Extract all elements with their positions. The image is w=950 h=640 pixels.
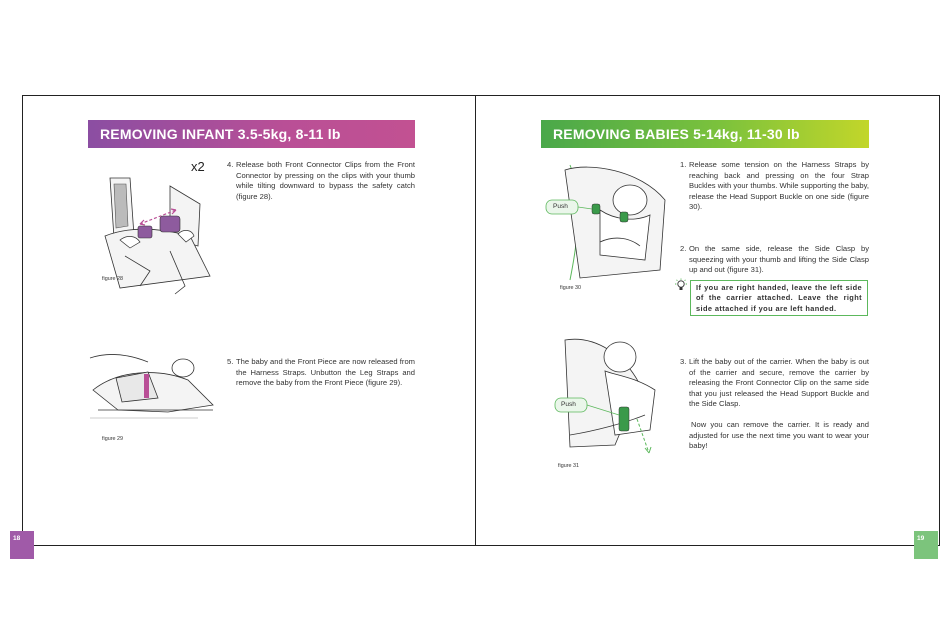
multiplier-label: x2: [191, 159, 205, 174]
right-section-title: REMOVING BABIES 5-14kg, 11-30 lb: [541, 120, 869, 148]
step-5: [227, 357, 415, 389]
step-4-text: Release both Front Connector Clips from the Front Connector by pressing on the clips with your thumb while tilting downward to bypass the safety catch (figure 28).: [236, 160, 415, 201]
figure-28-caption: figure 28: [102, 276, 123, 282]
step-1-number: 1.: [680, 160, 687, 169]
left-section-title: REMOVING INFANT 3.5-5kg, 8-11 lb: [88, 120, 415, 148]
step-2: [680, 244, 869, 276]
figure-30-caption: figure 30: [560, 285, 581, 291]
push-label-1: Push: [553, 203, 568, 210]
step-2-number: 2.: [680, 244, 687, 253]
closing-note: [689, 420, 869, 452]
figure-30-illustration: [540, 160, 670, 285]
push-label-2: Push: [561, 401, 576, 408]
step-3-text: Lift the baby out of the carrier. When the baby is out of the carrier and secure, remove the carrier by releasing the Front Connector Clip on the same side that you just released the Head Support Buckle and the Side Clasp.: [689, 357, 869, 409]
step-1: [680, 160, 869, 213]
step-4: [227, 160, 415, 202]
step-5-number: 5.: [227, 357, 234, 366]
step-3: [680, 357, 869, 410]
figure-29-illustration: [88, 350, 218, 430]
step-5-text: The baby and the Front Piece are now released from the Harness Straps. Unbutton the Leg Straps and remove the baby from the Front Piece (figure 29).: [236, 357, 415, 388]
page-number-right: 19: [914, 531, 938, 559]
page-divider: [475, 95, 476, 546]
step-4-number: 4.: [227, 160, 234, 169]
step-1-text: Release some tension on the Harness Straps by reaching back and pressing on the four Strap Buckles with your thumbs. While supporting the baby, release the Head Support Buckle on one side (figure 30).: [689, 160, 869, 212]
figure-29-caption: figure 29: [102, 436, 123, 442]
step-3-number: 3.: [680, 357, 687, 366]
figure-31-caption: figure 31: [558, 463, 579, 469]
closing-note-text: Now you can remove the carrier. It is ready and adjusted for use the next time you want to wear your baby!: [689, 420, 869, 451]
figure-31-illustration: [545, 335, 675, 460]
tip-box: If you are right handed, leave the left side of the carrier attached. Leave the right side attached if you are left handed.: [690, 280, 868, 316]
lightbulb-icon: [674, 278, 688, 294]
page-number-left: 18: [10, 531, 34, 559]
step-2-text: On the same side, release the Side Clasp by squeezing with your thumb and lifting the Side Clasp up and out (figure 31).: [689, 244, 869, 275]
